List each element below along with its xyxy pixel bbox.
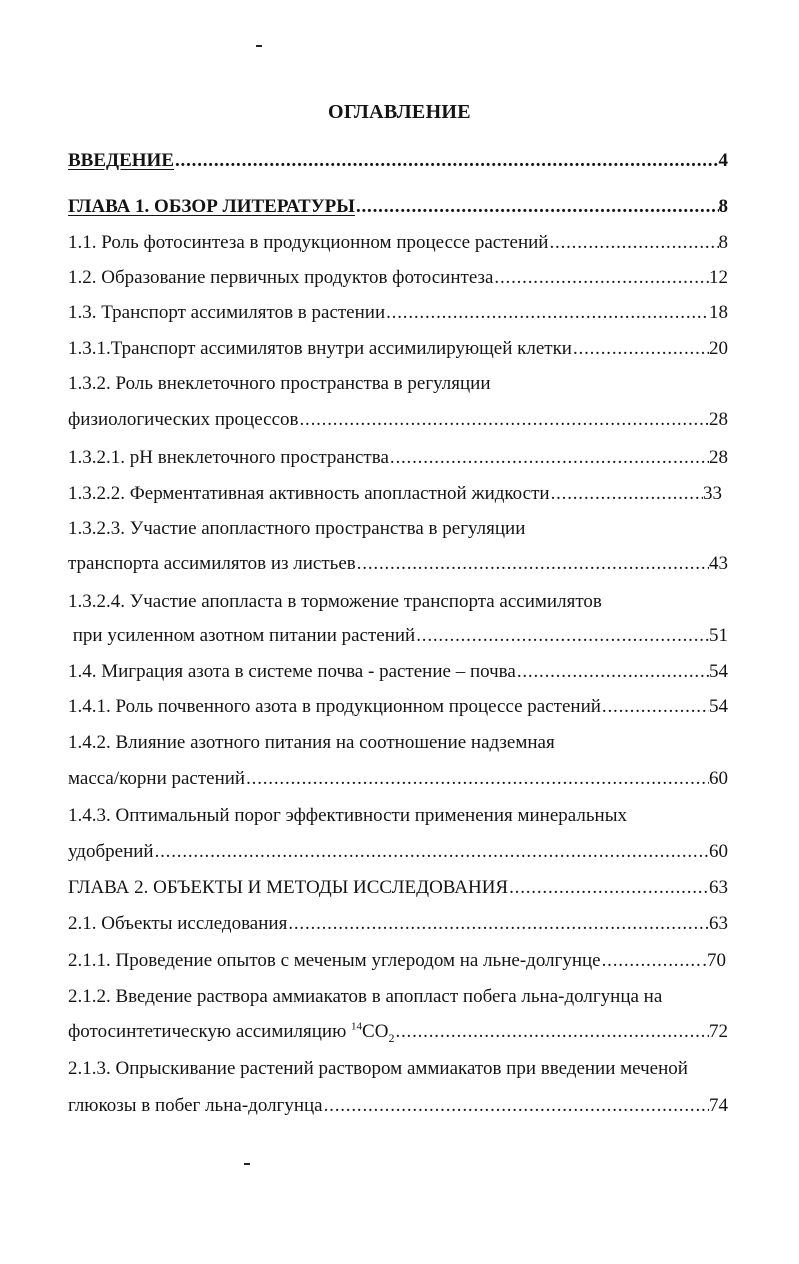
toc-leader: [323, 1092, 709, 1120]
toc-leader: [601, 947, 703, 975]
toc-entry: [68, 874, 728, 902]
toc-entry-page: 72: [709, 1021, 728, 1042]
toc-entry-line1: 2.1.3. Опрыскивание растений раствором аммиакатов при введении меченой: [68, 1058, 688, 1079]
toc-leader: [154, 838, 709, 866]
toc-entry-text: ГЛАВА 1. ОБЗОР ЛИТЕРАТУРЫ: [68, 196, 355, 217]
toc-entry-page: 43: [709, 553, 728, 574]
toc-entry: [68, 444, 728, 472]
toc-entry-text: [68, 1018, 394, 1046]
toc-entry: [68, 765, 728, 793]
toc-entry-page: 20: [709, 338, 728, 359]
toc-entry-text: 1.3.1.Транспорт ассимилятов внутри ассимилирующей клетки: [68, 338, 572, 359]
toc-entry: [68, 229, 728, 257]
toc-leader: [174, 147, 719, 175]
toc-entry-text: при усиленном азотном питании растений: [68, 625, 416, 646]
toc-entry-text: 1.4.1. Роль почвенного азота в продукционном процессе растений: [68, 696, 601, 717]
toc-leader: [572, 335, 709, 363]
toc-entry-page: 28: [709, 409, 728, 430]
toc-entry: [68, 838, 728, 866]
toc-entry-text: 1.3. Транспорт ассимилятов в растении: [68, 302, 386, 323]
toc-entry-page: 33: [703, 483, 722, 504]
toc-entry-text: ГЛАВА 2. ОБЪЕКТЫ И МЕТОДЫ ИССЛЕДОВАНИЯ: [68, 877, 509, 898]
toc-entry: [68, 550, 728, 578]
toc-entry-text: транспорта ассимилятов из листьев: [68, 553, 356, 574]
toc-entry: [68, 622, 728, 650]
toc-entry: [68, 406, 728, 434]
toc-entry-page: 60: [709, 841, 728, 862]
toc-entry-text: 2.1. Объекты исследования: [68, 913, 288, 934]
toc-entry: [68, 264, 728, 292]
toc-entry-text: 2.1.1. Проведение опытов с меченым углеродом на льне-долгунце: [68, 950, 601, 971]
toc-entry-text: глюкозы в побег льна-долгунца: [68, 1095, 323, 1116]
toc-entry-page: 4: [718, 150, 728, 171]
toc-entry-line1: 1.4.3. Оптимальный порог эффективности применения минеральных: [68, 805, 627, 826]
toc-entry-line1: 1.4.2. Влияние азотного питания на соотношение надземная: [68, 732, 555, 753]
toc-entry-line1: 1.3.2. Роль внеклеточного пространства в регуляции: [68, 373, 491, 394]
toc-entry-text: физиологических процессов: [68, 409, 299, 430]
toc-leader: [389, 444, 709, 472]
toc-leader: [394, 1018, 709, 1046]
toc-entry-text: 1.3.2.2. Ферментативная активность апопластной жидкости: [68, 483, 550, 504]
toc-leader: [415, 622, 709, 650]
toc-entry-page: 18: [709, 302, 728, 323]
toc-entry-line1: 2.1.2. Введение раствора аммиакатов в апопласт побега льна-долгунца на: [68, 986, 663, 1007]
toc-entry: [68, 480, 722, 508]
toc-entry: [68, 947, 726, 975]
toc-leader: [550, 480, 703, 508]
toc-entry-page: 54: [709, 661, 728, 682]
toc-entry: [68, 1018, 728, 1046]
toc-entry-page: 54: [709, 696, 728, 717]
toc-entry-text: удобрений: [68, 841, 154, 862]
toc-leader: [508, 874, 709, 902]
toc-entry-page: 74: [709, 1095, 728, 1116]
toc-entry-line1: 1.3.2.4. Участие апопласта в торможение транспорта ассимилятов: [68, 591, 602, 612]
toc-entry-text: 1.3.2.1. pH внеклеточного пространства: [68, 447, 389, 468]
toc-leader: [356, 550, 709, 578]
scan-mark: [244, 1163, 250, 1165]
toc-entry: [68, 299, 728, 327]
isotope-superscript: 14: [351, 1020, 363, 1033]
toc-entry-line1: 1.3.2.3. Участие апопластного пространства в регуляции: [68, 518, 526, 539]
toc-entry: [68, 335, 728, 363]
toc-title: ОГЛАВЛЕНИЕ: [328, 101, 471, 123]
toc-leader: [245, 765, 709, 793]
toc-entry: [68, 910, 728, 938]
toc-entry-page: 8: [718, 196, 728, 217]
toc-entry-text: 1.4. Миграция азота в системе почва - растение – почва: [68, 661, 516, 682]
toc-entry: [68, 693, 728, 721]
toc-entry-page: 8: [718, 232, 728, 253]
toc-entry-page: 60: [709, 768, 728, 789]
toc-entry: [68, 658, 728, 686]
toc-entry: [68, 147, 728, 175]
formula-subscript: 2: [388, 1030, 395, 1045]
toc-leader: [385, 299, 709, 327]
toc-leader: [355, 193, 719, 221]
toc-entry-text: 1.1. Роль фотосинтеза в продукционном процессе растений: [68, 232, 549, 253]
toc-entry-page: 51: [709, 625, 728, 646]
toc-entry-page: 63: [709, 913, 728, 934]
toc-leader: [601, 693, 709, 721]
formula-co: CO: [362, 1021, 389, 1042]
toc-leader: [516, 658, 709, 686]
toc-entry: [68, 1092, 728, 1120]
toc-entry-text: 1.2. Образование первичных продуктов фотосинтеза: [68, 267, 494, 288]
toc-entry-text-main: фотосинтетическую ассимиляцию: [68, 1021, 352, 1042]
toc-entry-text: масса/корни растений: [68, 768, 246, 789]
scan-mark: [256, 45, 262, 47]
toc-entry-page: 28: [709, 447, 728, 468]
toc-entry-page: 12: [709, 267, 728, 288]
toc-leader: [493, 264, 709, 292]
toc-entry-text: ВВЕДЕНИЕ: [68, 150, 174, 171]
toc-entry-page: .70: [702, 950, 726, 971]
toc-leader: [287, 910, 709, 938]
toc-entry-page: 63: [709, 877, 728, 898]
toc-leader: [298, 406, 709, 434]
toc-leader: [548, 229, 718, 257]
toc-entry: [68, 193, 728, 221]
